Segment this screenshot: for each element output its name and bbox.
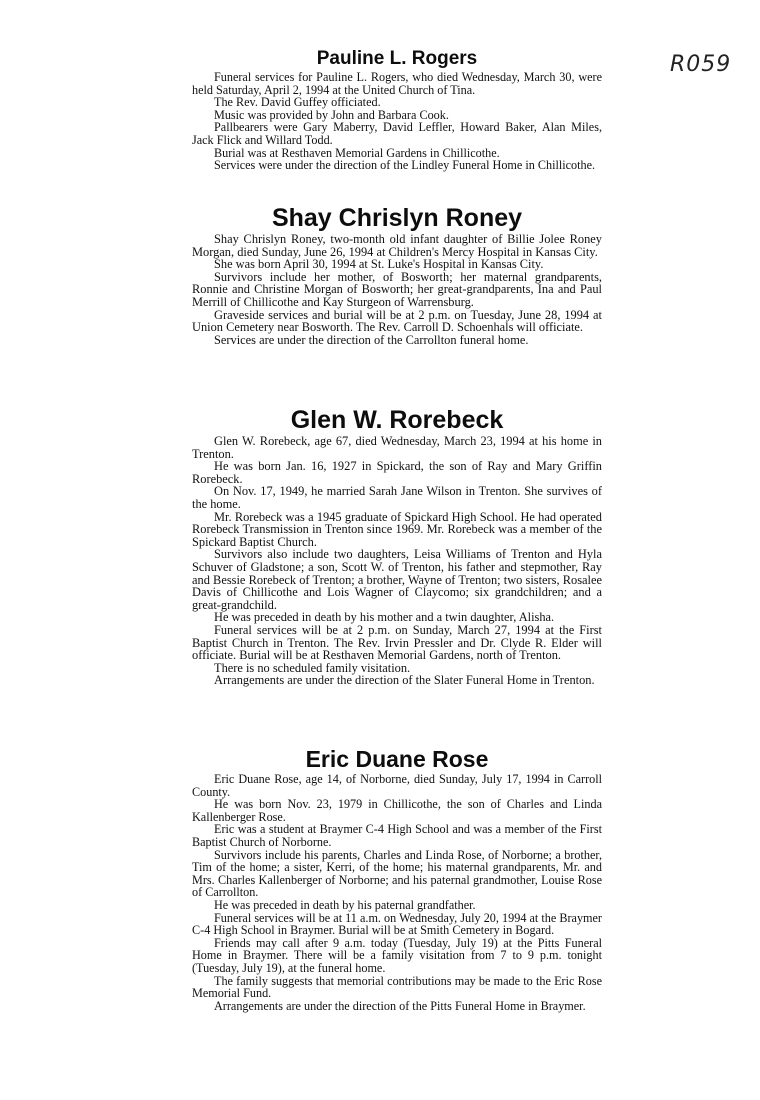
obituary-paragraph: Eric Duane Rose, age 14, of Norborne, died Sunday, July 17, 1994 in Carroll County.	[192, 772, 602, 799]
obituary-paragraph: Arrangements are under the direction of the Pitts Funeral Home in Braymer.	[214, 998, 586, 1013]
obituary-glen-rorebeck	[192, 405, 602, 687]
obituary-paragraph: Shay Chrislyn Roney, two-month old infant daughter of Billie Jolee Roney Morgan, died Sunday, June 26, 1994 at Children's Mercy Hospital in Kansas City.	[192, 232, 602, 259]
obituary-paragraph: Mr. Rorebeck was a 1945 graduate of Spickard High School. He had operated Rorebeck Transmission in Trenton since 1969. Mr. Rorebeck was a member of the Spickard Baptist Church.	[192, 509, 602, 549]
obituary-name: Glen W. Rorebeck	[290, 406, 504, 434]
obituary-paragraph: He was preceded in death by his mother and a twin daughter, Alisha.	[214, 610, 555, 625]
obituary-paragraph: Funeral services will be at 2 p.m. on Sunday, March 27, 1994 at the First Baptist Church in Trenton. The Rev. Irvin Pressler and Dr. Clyde R. Elder will officiate. Burial will be at Resthaven Memorial Gardens, north of Trenton.	[192, 622, 602, 663]
obituary-paragraph: Services are under the direction of the Carrollton funeral home.	[214, 332, 529, 347]
obituary-paragraph: Arrangements are under the direction of the Slater Funeral Home in Trenton.	[214, 673, 595, 688]
obituary-paragraph: Survivors include his parents, Charles and Linda Rose, of Norborne; a brother, Tim of the home; a sister, Kerri, of the home; his maternal grandparents, Mr. and Mrs. Charles Kallenberger of Norborne; and his paternal grandmother, Louise Rose of Carrollton.	[192, 847, 602, 900]
obituary-paragraph: Eric was a student at Braymer C-4 High School and was a member of the First Baptist Church of Norborne.	[192, 822, 602, 849]
obituary-name: Pauline L. Rogers	[316, 48, 478, 69]
obituary-paragraph: Funeral services for Pauline L. Rogers, who died Wednesday, March 30, were held Saturday, April 2, 1994 at the United Church of Tina.	[192, 70, 602, 97]
obituary-paragraph: The Rev. David Guffey officiated.	[214, 95, 381, 110]
handwritten-annotation: R059	[670, 52, 732, 77]
obituary-paragraph: Services were under the direction of the Lindley Funeral Home in Chillicothe.	[214, 158, 596, 173]
obituary-paragraph: She was born April 30, 1994 at St. Luke's Hospital in Kansas City.	[214, 257, 544, 272]
obituary-paragraph: He was born Nov. 23, 1979 in Chillicothe, the son of Charles and Linda Kallenberger Rose.	[192, 797, 602, 824]
obituary-paragraph: Funeral services will be at 11 a.m. on Wednesday, July 20, 1994 at the Braymer C-4 High School in Braymer. Burial will be at Smith Cemetery in Bogard.	[192, 910, 602, 938]
obituary-paragraph: Survivors include her mother, of Bosworth; her maternal grandparents, Ronnie and Christine Morgan of Bosworth; her great-grandparents, Ina and Paul Merrill of Chillicothe and Kay Sturgeon of Warrensburg.	[192, 269, 602, 309]
obituary-name: Eric Duane Rose	[305, 746, 489, 772]
obituary-paragraph: On Nov. 17, 1949, he married Sarah Jane Wilson in Trenton. She survives of the home.	[192, 484, 602, 511]
obituary-paragraph: There is no scheduled family visitation.	[214, 660, 411, 675]
obituary-paragraph: Glen W. Rorebeck, age 67, died Wednesday, March 23, 1994 at his home in Trenton.	[192, 434, 602, 461]
obituary-paragraph: Friends may call after 9 a.m. today (Tuesday, July 19) at the Pitts Funeral Home in Braymer. There will be a family visitation from 7 to 9 p.m. tonight (Tuesday, July 19), at the funeral home.	[192, 935, 602, 975]
obituary-name: Shay Chrislyn Roney	[271, 204, 523, 232]
obituary-paragraph: He was preceded in death by his paternal grandfather.	[214, 897, 476, 912]
obituary-paragraph: Graveside services and burial will be at 2 p.m. on Tuesday, June 28, 1994 at Union Cemetery near Bosworth. The Rev. Carroll D. Schoenhals will officiate.	[192, 307, 602, 335]
obituary-eric-rose	[192, 745, 602, 1012]
obituary-paragraph: Music was provided by John and Barbara Cook.	[214, 107, 449, 122]
obituary-paragraph: Burial was at Resthaven Memorial Gardens in Chillicothe.	[214, 145, 500, 160]
obituary-paragraph: Survivors also include two daughters, Leisa Williams of Trenton and Hyla Schuver of Gladstone; a son, Scott W. of Trenton, his father and stepmother, Ray and Bessie Rorebeck of Trenton; a brother, Wayne of Trenton; two sisters, Rosalee Davis of Chillicothe and Lois Wagner of Claycomo; six grandchildren; and a great-grandchild.	[192, 547, 602, 612]
obituary-pauline-rogers	[192, 48, 602, 172]
obituary-paragraph: Pallbearers were Gary Maberry, David Leffler, Howard Baker, Alan Miles, Jack Flick and Willard Todd.	[192, 120, 602, 147]
obituary-paragraph: The family suggests that memorial contributions may be made to the Eric Rose Memorial Fund.	[192, 973, 602, 1001]
obituary-shay-roney	[192, 203, 602, 346]
obituary-paragraph: He was born Jan. 16, 1927 in Spickard, the son of Ray and Mary Griffin Rorebeck.	[192, 459, 602, 486]
